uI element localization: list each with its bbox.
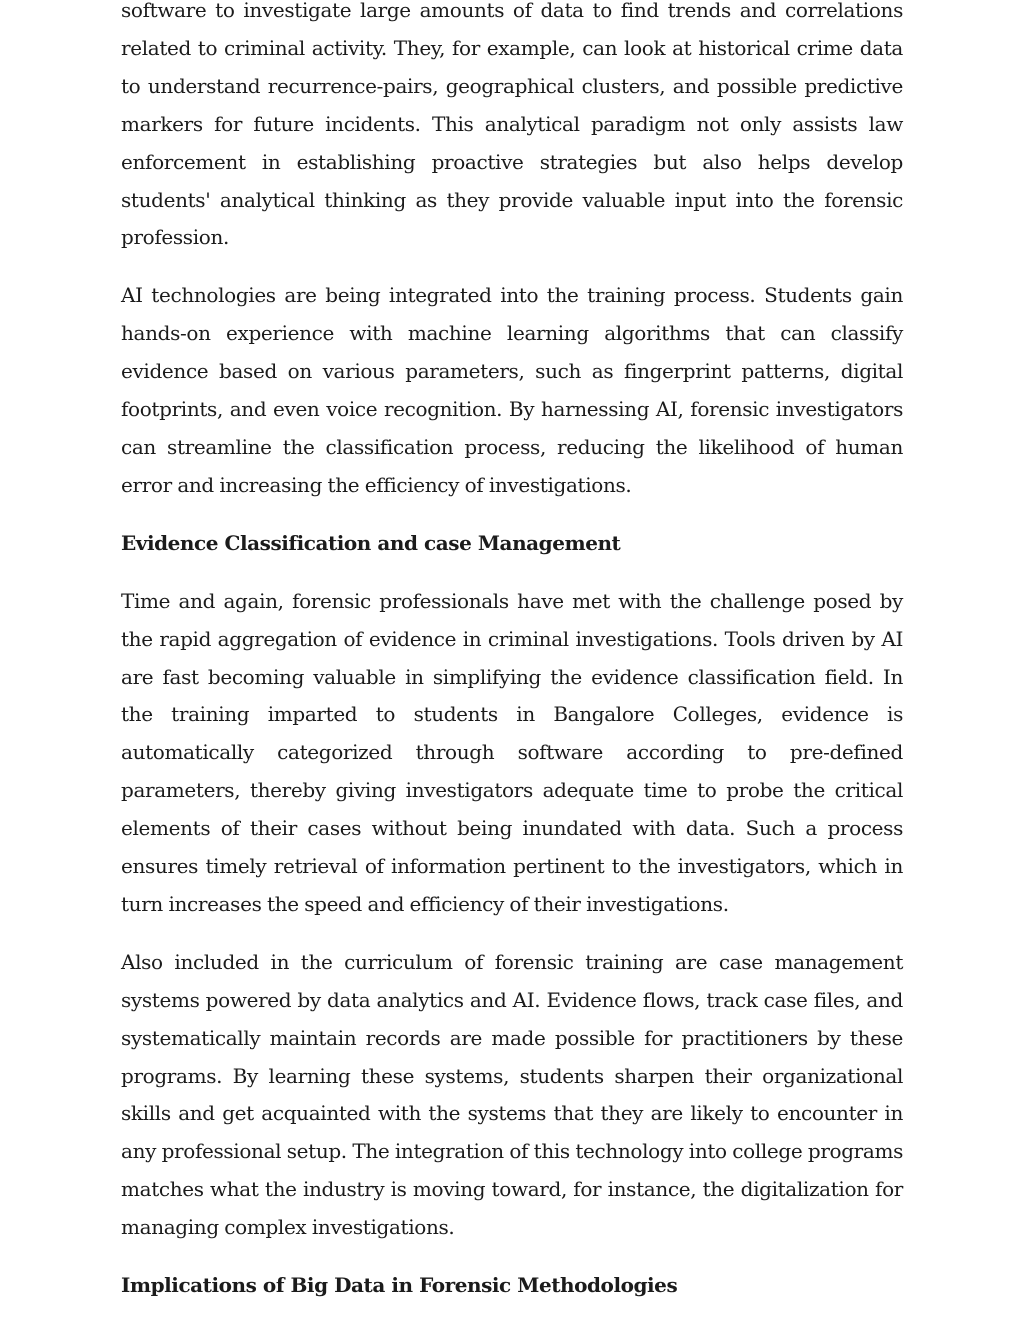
paragraph-ai-technologies: AI technologies are being integrated into the training process. Students gain hands-on experience with machine learning algorithms that can classify evidence based on various parameters, such as fingerprint patterns, digital footprints, and even voice recognition. By harnessing AI, forensic investigators can streamline the classification process, reducing the likelihood of human error and increasing the efficiency of investigations.: [121, 283, 903, 497]
paragraph-case-management: Also included in the curriculum of forensic training are case management systems powered by data analytics and AI. Evidence flows, track case files, and systematically maintain records are made possible for practitioners by these programs. By learning these systems, students sharpen their organizational skills and get acquainted with the systems that they are likely to encounter in any professional setup. The integration of this technology into college programs matches what the industry is moving toward, for instance, the digitalization for managing complex investigations.: [121, 949, 903, 1240]
heading-evidence-classification: Evidence Classification and case Management: [121, 530, 621, 555]
paragraph-data-analysis: software to investigate large amounts of data to find trends and correlations related to criminal activity. They, for example, can look at historical crime data to understand recurrence-pairs, geographical clusters, and possible predictive markers for future incidents. This analytical paradigm not only assists law enforcement in establishing proactive strategies but also helps develop students' analytical thinking as they provide valuable input into the forensic profession.: [121, 0, 903, 250]
heading-big-data: Implications of Big Data in Forensic Methodologies: [121, 1273, 678, 1298]
document-page: [121, 0, 903, 1325]
paragraph-evidence-classification: Time and again, forensic professionals have met with the challenge posed by the rapid aggregation of evidence in criminal investigations. Tools driven by AI are fast becoming valuable in simplifying the evidence classification field. In the training imparted to students in Bangalore Colleges, evidence is automatically categorized through software according to pre-defined parameters, thereby giving investigators adequate time to probe the critical elements of their cases without being inundated with data. Such a process ensures timely retrieval of information pertinent to the investigators, which in turn increases the speed and efficiency of their investigations.: [121, 588, 903, 916]
